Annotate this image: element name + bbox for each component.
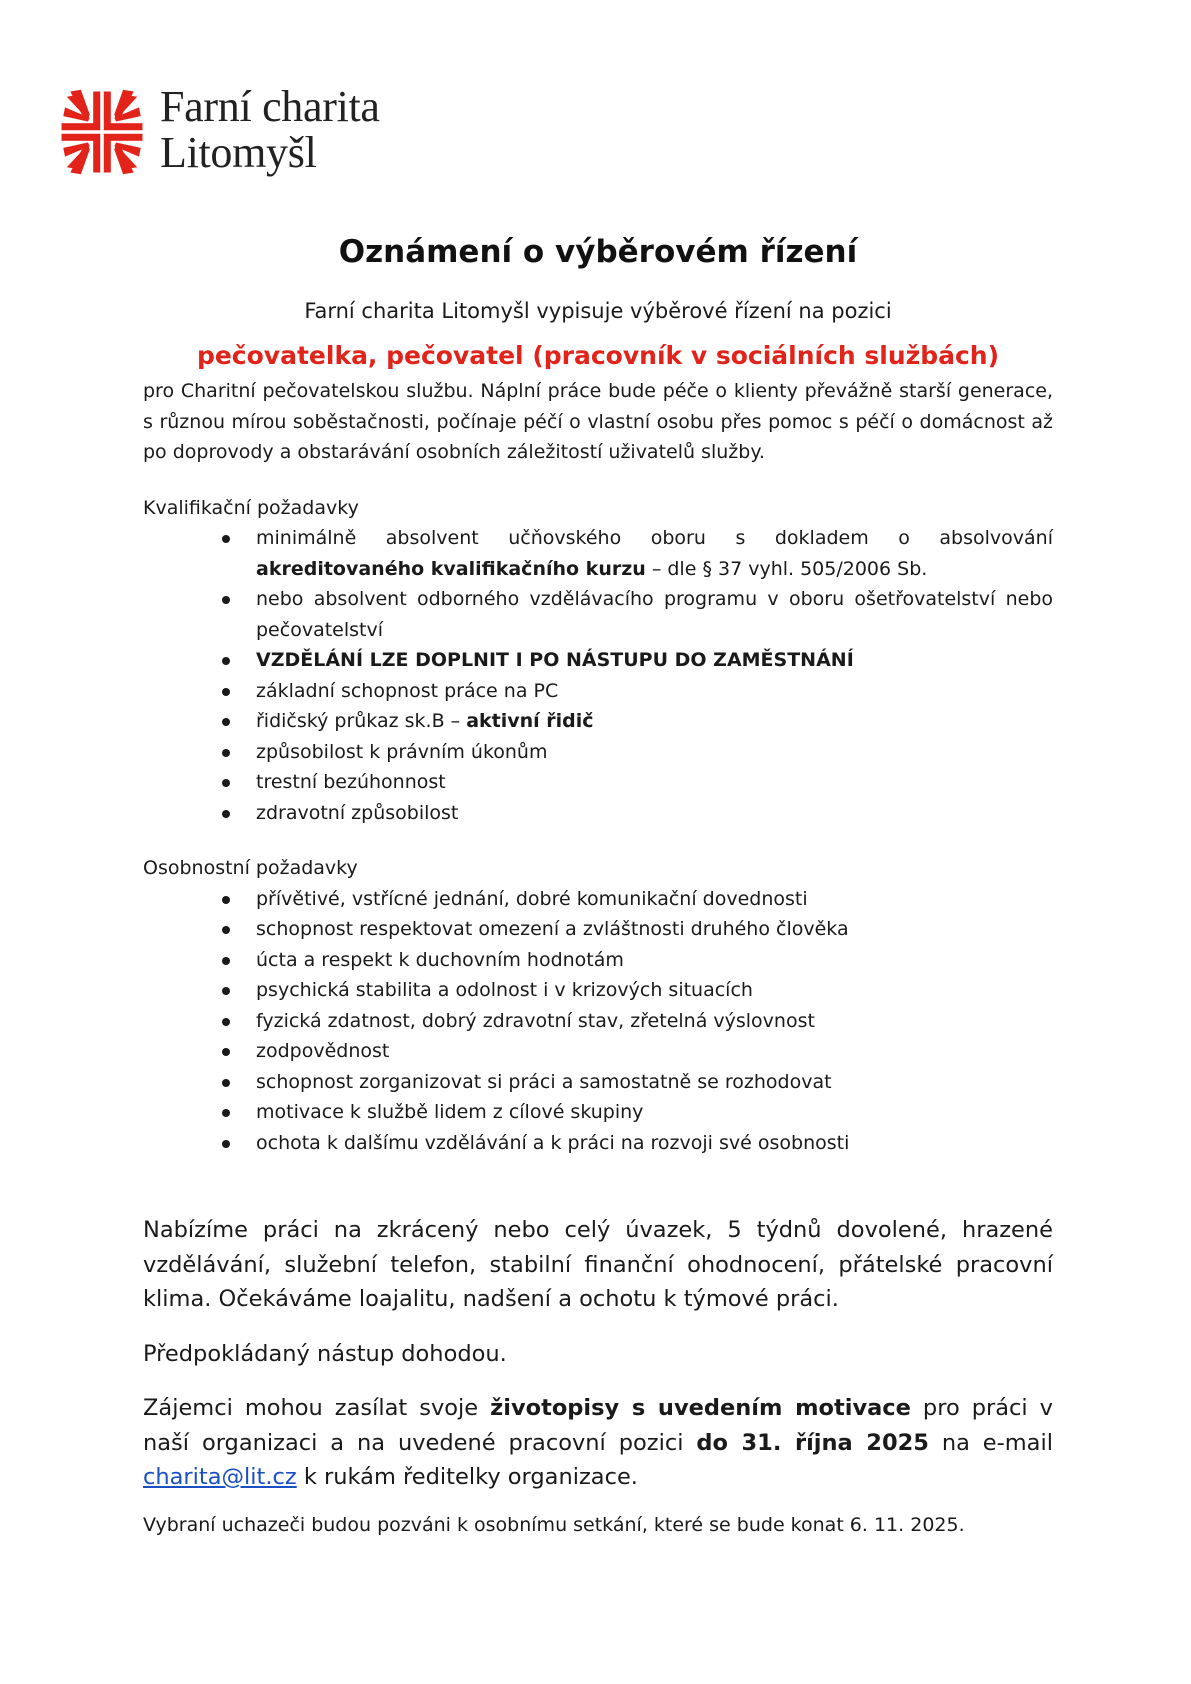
bullet-icon: [222, 688, 230, 696]
bullet-icon: [222, 1140, 230, 1148]
item-text: zdravotní způsobilost: [256, 801, 459, 824]
list-item: [256, 1128, 1053, 1159]
intro-text: Farní charita Litomyšl vypisuje výběrové řízení na pozici: [304, 299, 892, 323]
position-title: pečovatelka, pečovatel (pracovník v sociálních službách): [196, 341, 1000, 370]
bullet-icon: [222, 749, 230, 757]
list-item: [256, 1006, 1053, 1037]
page-title: Oznámení o výběrovém řízení: [338, 234, 858, 270]
item-bold: aktivní řidič: [466, 710, 594, 732]
deadline: do 31. října 2025: [696, 1429, 929, 1456]
list-item: [256, 1097, 1053, 1128]
qualification-title: Kvalifikační požadavky: [143, 496, 359, 519]
final-note: Vybraní uchazeči budou pozváni k osobnímu setkání, které se bude konat 6. 11. 2025.: [143, 1513, 965, 1536]
bullet-icon: [222, 896, 230, 904]
list-item: [256, 914, 1053, 945]
list-item: [256, 884, 1053, 915]
logo-text: [160, 84, 380, 176]
item-text: schopnost respektovat omezení a zvláštnosti druhého člověka: [256, 918, 849, 940]
bullet-icon: [222, 1048, 230, 1056]
personal-list: [143, 884, 1053, 1159]
list-item: [256, 584, 1053, 645]
apply-bold: životopisy s uvedením motivace: [490, 1395, 911, 1421]
offer-paragraph: Nabízíme práci na zkrácený nebo celý úvazek, 5 týdnů dovolené, hrazené vzdělávání, služební telefon, stabilní finanční ohodnocení, přátelské pracovní klima. Očekáváme loajalitu, nadšení a ochotu k týmové práci.: [143, 1217, 1053, 1312]
personal-title: Osobnostní požadavky: [143, 857, 358, 879]
bullet-icon: [222, 810, 230, 818]
bullet-icon: [222, 596, 230, 604]
logo-line-1: Farní charita: [160, 82, 380, 131]
item-text: způsobilost k právním úkonům: [256, 740, 548, 763]
bullet-icon: [222, 926, 230, 934]
item-text: motivace k službě lidem z cílové skupiny: [256, 1101, 644, 1123]
apply-paragraph: [143, 1391, 1053, 1495]
start-paragraph: Předpokládaný nástup dohodou.: [143, 1340, 507, 1367]
list-item: [256, 798, 1053, 829]
item-text: úcta a respekt k duchovním hodnotám: [256, 948, 624, 971]
bullet-icon: [222, 1109, 230, 1117]
bullet-icon: [222, 957, 230, 965]
list-item: [256, 945, 1053, 976]
bullet-icon: [222, 718, 230, 726]
list-item: [256, 737, 1053, 768]
item-text: fyzická zdatnost, dobrý zdravotní stav, zřetelná výslovnost: [256, 1009, 815, 1032]
bullet-icon: [222, 1079, 230, 1087]
item-text: nebo absolvent odborného vzdělávacího programu v oboru ošetřovatelství nebo pečovatelství: [256, 588, 1053, 641]
apply-text: Zájemci mohou zasílat svoje: [143, 1395, 491, 1421]
apply-text: na e-mail: [928, 1429, 1053, 1456]
bullet-icon: [222, 657, 230, 665]
bullet-icon: [222, 779, 230, 787]
logo-line-2: Litomyšl: [160, 128, 317, 177]
bullet-icon: [222, 987, 230, 995]
item-text: řidičský průkaz sk.B –: [256, 710, 467, 732]
item-text: psychická stabilita a odolnost i v krizových situacích: [256, 979, 753, 1001]
list-item: [256, 1067, 1053, 1098]
caritas-cross-icon: [58, 88, 146, 176]
list-item: [256, 1036, 1053, 1067]
apply-text: k rukám ředitelky organizace.: [296, 1464, 638, 1490]
item-text: přívětivé, vstřícné jednání, dobré komunikační dovednosti: [256, 887, 808, 910]
item-text: základní schopnost práce na PC: [256, 679, 559, 702]
job-description: pro Charitní pečovatelskou službu. Náplní práce bude péče o klienty převážně starší generace, s různou mírou soběstačnosti, počínaje péčí o vlastní osobu přes pomoc s péčí o domácnost až po doprovody a obstarávání osobních záležitostí uživatelů služby.: [143, 380, 1053, 463]
item-text: zodpovědnost: [256, 1040, 390, 1062]
bullet-icon: [222, 1018, 230, 1026]
list-item: [256, 706, 1053, 737]
list-item: [256, 767, 1053, 798]
item-bold: VZDĚLÁNÍ LZE DOPLNIT I PO NÁSTUPU DO ZAMĚSTNÁNÍ: [256, 649, 854, 671]
item-text: minimálně absolvent učňovského oboru s dokladem o absolvování: [256, 527, 1053, 549]
bullet-icon: [222, 535, 230, 543]
apply-text: pro práci v naší organizaci a na uvedené pracovní pozici: [143, 1395, 1053, 1456]
list-item: [256, 975, 1053, 1006]
document-body: [143, 228, 1053, 1540]
item-text: schopnost zorganizovat si práci a samostatně se rozhodovat: [256, 1070, 832, 1093]
list-item: [256, 676, 1053, 707]
item-bold: akreditovaného kvalifikačního kurzu: [256, 557, 646, 580]
item-text: trestní bezúhonnost: [256, 771, 446, 793]
item-text: ochota k dalšímu vzdělávání a k práci na rozvoji své osobnosti: [256, 1131, 850, 1154]
list-item: [256, 645, 1053, 676]
logo: [58, 84, 418, 184]
email-link[interactable]: charita@lit.cz: [143, 1464, 297, 1490]
item-text: – dle § 37 vyhl. 505/2006 Sb.: [645, 557, 928, 580]
list-item: [256, 523, 1053, 584]
qualification-list: [143, 523, 1053, 828]
